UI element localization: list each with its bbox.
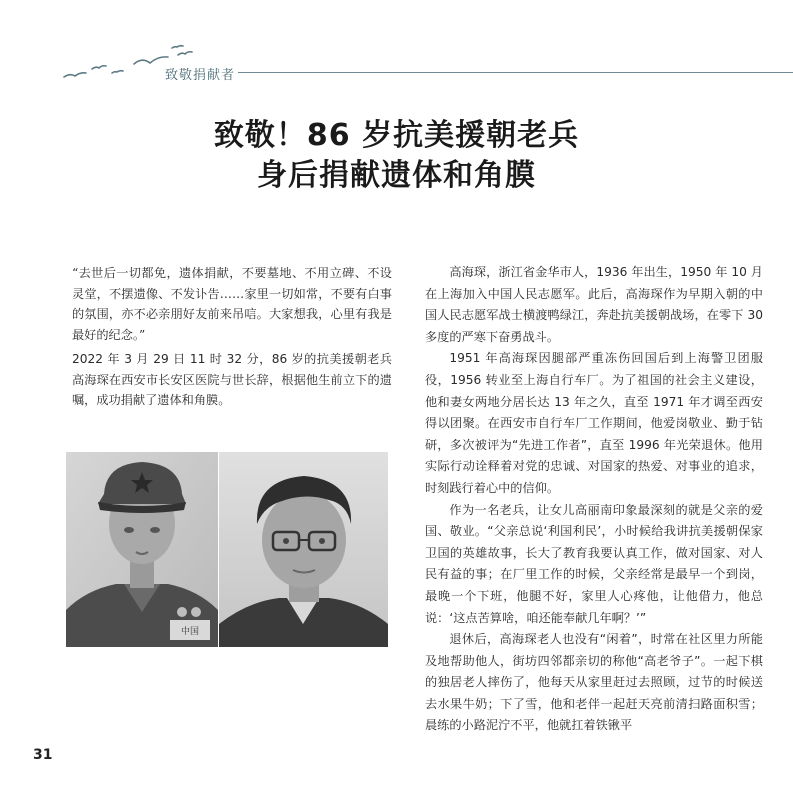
title-line-2: 身后捐献遗体和角膜 — [257, 158, 536, 193]
body-paragraph: 作为一名老兵，让女儿高丽南印象最深刻的就是父亲的爱国、敬业。“父亲总说‘利国利民’，小时候给我讲抗美援朝保家卫国的英雄故事，长大了教育我要认真工作，做对国家、对人民有益的事；在厂里工作的时候，父亲经常是最早一个到岗，最晚一个下班，他腿不好，家里人心疼他，让他借力，他总说：‘这点苦算啥，咱还能奉献几年啊？’” — [425, 502, 763, 625]
article-body — [425, 262, 763, 737]
elderly-man-photo — [219, 452, 388, 647]
badge-text: 中国 — [180, 627, 200, 637]
header-divider — [238, 72, 793, 73]
section-label: 致敬捐献者 — [165, 68, 236, 83]
page-number: 31 — [33, 747, 53, 763]
body-paragraph: 高海琛，浙江省金华市人，1936 年出生，1950 年 10 月在上海加入中国人民志愿军。此后，高海琛作为早期入朝的中国人民志愿军战士横渡鸭绿江，奔赴抗美援朝战场，在零下 30 多度的严寒下奋勇战斗。 — [425, 265, 763, 344]
pull-quote: “去世后一切都免，遗体捐献，不要墓地、不用立碑、不设灵堂，不摆遗像、不发讣告……家里一切如常，不要有白事的氛围，亦不必亲朋好友前来吊唁。大家想我，心里有我是最好的纪念。” — [72, 266, 392, 342]
photo-pair — [66, 452, 388, 647]
young-soldier-photo — [66, 452, 218, 647]
title-line-1: 致敬！86 岁抗美援朝老兵 — [213, 118, 580, 153]
section-header — [0, 40, 793, 90]
body-paragraph: 退休后，高海琛老人也没有“闲着”，时常在社区里力所能及地帮助他人，街坊四邻都亲切的称他“高老爷子”。一起下棋的独居老人摔伤了，他每天从家里赶过去照顾，过节的时候送去水果牛奶；下了雪，他和老伴一起赶天亮前清扫路面积雪；晨练的小路泥泞不平，他就扛着铁锹平 — [425, 632, 763, 733]
body-paragraph: 1951 年高海琛因腿部严重冻伤回国后到上海警卫团服役，1956 转业至上海自行车厂。为了祖国的社会主义建设，他和妻女两地分居长达 13 年之久，直至 1971 年才调至西安得以团聚。在西安市自行车厂工作期间，他爱岗敬业、勤于钻研，多次被评为“先进工作者”，直至 1996 年光荣退休。他用实际行动诠释着对党的忠诚、对国家的热爱、对事业的追求，时刻践行着心中的信仰。 — [425, 351, 763, 495]
article-title — [0, 116, 793, 196]
lead-paragraph: 2022 年 3 月 29 日 11 时 32 分，86 岁的抗美援朝老兵高海琛在西安市长安区医院与世长辞，根据他生前立下的遗嘱，成功捐献了遗体和角膜。 — [72, 352, 392, 407]
